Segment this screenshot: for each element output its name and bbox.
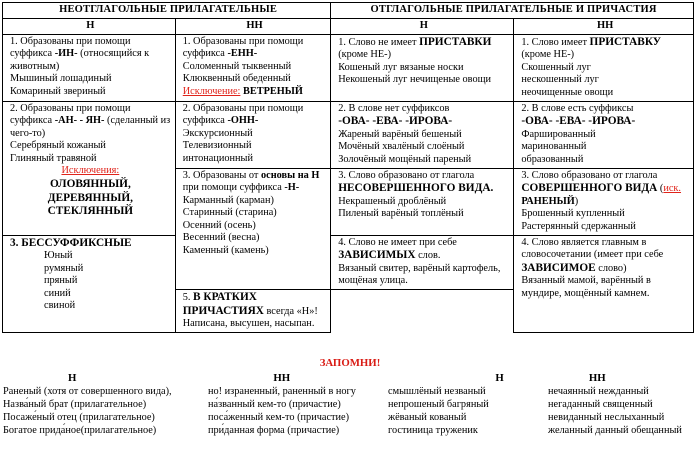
rule-has-ova-suffix: 2. В слове есть суффиксы -ОВА- -ЕВА- -ИРОВА- Фаршированный маринованный образованный <box>514 101 694 168</box>
rule-perfective: 3. Слово образовано от глагола СОВЕРШЕННОГО ВИДА (иск. РАНЕНЫЙ) Брошенный купленный Растерянный сдержанный <box>514 168 694 235</box>
remember-row: Богатое прида́ное(прилагательное) при́данная форма (причастие) гостиница труженик желанный данный обещанный <box>3 424 682 436</box>
rule-has-prefix: 1. Слово имеет ПРИСТАВКУ (кроме НЕ-) Скошенный луг нескошенный луг неочищенные овощи <box>514 34 694 101</box>
subheader-n-1: Н <box>3 18 176 34</box>
header-row <box>3 3 694 19</box>
header-non-verbal: НЕОТГЛАГОЛЬНЫЕ ПРИЛАГАТЕЛЬНЫЕ <box>3 3 331 19</box>
remember-row: Назва́ный брат (прилагательное) на́званный кем-то (причастие) непрошеный багряный негаданный священный <box>3 398 653 410</box>
rules-table <box>2 2 694 333</box>
rule-an-yan-suffix: 2. Образованы при помощи суффикса -АН- - ЯН- (сделанный из чего-то) Серебряный кожаный Глиняный травяной Исключения: ОЛОВЯННЫЙ, ДЕРЕВЯННЫЙ, СТЕКЛЯННЫЙ <box>3 101 176 235</box>
rule-no-ova-suffix: 2. В слове нет суффиксов -ОВА- -ЕВА- -ИРОВА- Жареный варёный бешеный Мочёный хвалёный слоёный Золочёный мощёный пареный <box>331 101 514 168</box>
remember-section <box>0 357 700 437</box>
header-verbal: ОТГЛАГОЛЬНЫЕ ПРИЛАГАТЕЛЬНЫЕ И ПРИЧАСТИЯ <box>331 3 694 19</box>
rule-no-dependent: 4. Слово не имеет при себе ЗАВИСИМЫХ слов. Вязаный свитер, варёный картофель, мощёная улица. <box>331 235 514 289</box>
subheader-nn-2: НН <box>514 18 694 34</box>
remember-row: Раненый (хотя от совершенного вида), но! израненный, раненный в ногу смышлёный незваный нечаянный нежданный <box>3 385 649 397</box>
rule-suffixless: 3. БЕССУФФИКСНЫЕ Юный румяный пряный синий свиной <box>3 235 176 333</box>
rule-row-2 <box>3 101 694 168</box>
remember-header: Н НН Н НН <box>68 372 606 385</box>
rule-onn-suffix: 2. Образованы при помощи суффикса -ОНН- Экскурсионный Телевизионный интонационный <box>175 101 330 168</box>
rule-n-stem: 3. Образованы от основы на Н при помощи суффикса -Н- Карманный (карман) Старинный (старина) Осенний (осень) Весенний (весна) Каменный (камень) <box>175 168 330 289</box>
rule-imperfective: 3. Слово образовано от глагола НЕСОВЕРШЕННОГО ВИДА. Некрашеный дроблёный Пиленый варёный топлёный <box>331 168 514 235</box>
rule-has-dependent: 4. Слово является главным в словосочетании (имеет при себе ЗАВИСИМОЕ слово) Вязанный мамой, варённый в мундире, мощённый камнем. <box>514 235 694 333</box>
rule-row-1 <box>3 34 694 101</box>
exceptions-label: Исключения: <box>61 165 120 177</box>
rule-no-prefix: 1. Слово не имеет ПРИСТАВКИ (кроме НЕ-) Кошеный луг вязаные носки Некошеный луг нечищеные овощи <box>331 34 514 101</box>
remember-title: ЗАПОМНИ! <box>319 357 381 369</box>
subheader-nn-1: НН <box>175 18 330 34</box>
rule-enn-suffix: 1. Образованы при помощи суффикса -ЕНН- Соломенный тыквенный Клюквенный обеденный Исключение: ВЕТРЕНЫЙ <box>175 34 330 101</box>
exception-label: Исключение: <box>182 85 241 97</box>
subheader-n-2: Н <box>331 18 514 34</box>
rule-row-4 <box>3 235 694 289</box>
remember-row: Посаже́ный отец (прилагательное) поса́женный кем-то (причастие) жёваный кованый невиданный неслыханный <box>3 411 665 423</box>
subheader-row <box>3 18 694 34</box>
rule-short-participles: 5. В КРАТКИХ ПРИЧАСТИЯХ всегда «Н»! Написана, высушен, насыпан. <box>175 289 330 332</box>
rule-in-suffix: 1. Образованы при помощи суффикса -ИН- (относящийся к животным) Мышиный лошадиный Комариный звериный <box>3 34 176 101</box>
